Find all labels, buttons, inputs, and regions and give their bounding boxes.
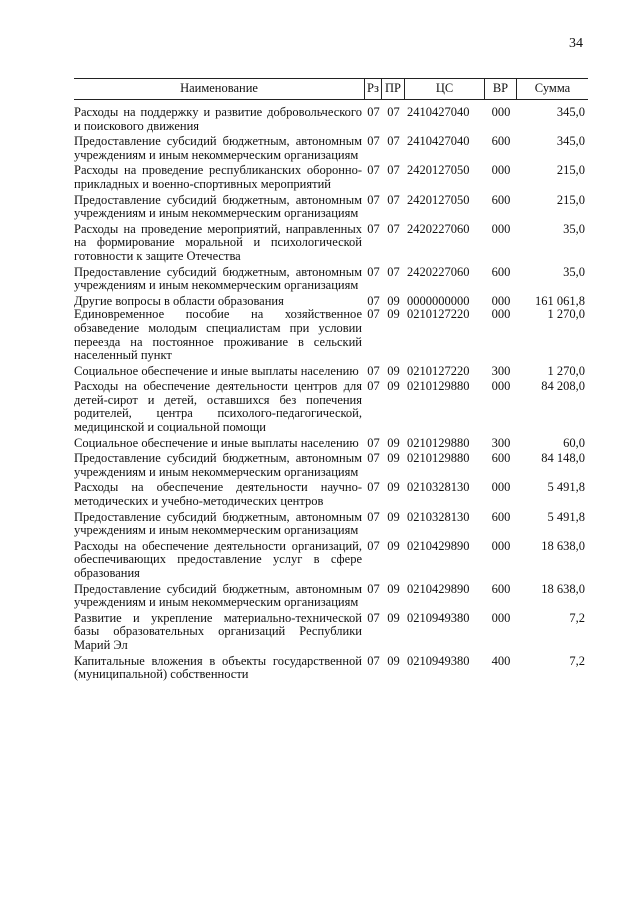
page-number: 34: [569, 36, 583, 51]
cell-cs: 0000000000: [407, 293, 470, 308]
cell-pr: 09: [387, 480, 400, 495]
header-vr: ВР: [485, 79, 517, 99]
header-sum: Сумма: [534, 81, 571, 95]
cell-name: Другие вопросы в области образования: [74, 293, 284, 308]
cell-name: Предоставление субсидий бюджетным, автономным учреждениям и иным некоммерческим организациям: [74, 264, 362, 293]
cell-name: Расходы на проведение республиканских оборонно-прикладных и военно-спортивных мероприятий: [74, 163, 362, 191]
cell-vr: 000: [491, 307, 511, 322]
cell-name: Предоставление субсидий бюджетным, автономным учреждениям и иным некоммерческим организациям: [74, 581, 362, 610]
header-name: Наименование: [74, 79, 365, 99]
cell-rz: 07: [367, 105, 380, 119]
cell-name: Предоставление субсидий бюджетным, автономным учреждениям и иным некоммерческим организациям: [74, 134, 362, 162]
cell-cs: 2420127050: [407, 163, 470, 178]
cell-rz: 07: [367, 379, 380, 394]
cell-pr: 09: [387, 538, 400, 553]
table-row: [74, 540, 588, 581]
cell-rz: 07: [367, 293, 380, 308]
table-row: [74, 612, 588, 653]
cell-name: Единовременное пособие на хозяйственное обзаведение молодым специалистам при условии переезда на постоянное проживание в сельский населенный пункт: [74, 307, 362, 363]
cell-pr: 07: [387, 192, 400, 207]
cell-sum: 18 638,0: [541, 581, 585, 596]
cell-rz: 07: [367, 538, 380, 553]
cell-sum: 215,0: [556, 192, 585, 207]
cell-vr: 600: [491, 134, 511, 149]
table-row: [74, 308, 588, 362]
cell-name: Расходы на проведение мероприятий, направленных на формирование моральной и психологической готовности к защите Отечества: [74, 221, 362, 263]
table-row: [74, 437, 588, 451]
table-row: [74, 295, 588, 309]
cell-sum: 5 491,8: [547, 509, 585, 524]
cell-vr: 600: [491, 264, 511, 279]
cell-name: Расходы на поддержку и развитие добровольческого и поискового движения: [74, 105, 362, 133]
cell-vr: 300: [491, 363, 511, 378]
cell-cs: 0210127220: [407, 307, 470, 322]
cell-pr: 07: [387, 264, 400, 279]
cell-sum: 161 061,8: [535, 293, 585, 308]
cell-cs: 2410427040: [407, 105, 470, 119]
cell-vr: 400: [491, 653, 511, 668]
cell-cs: 0210127220: [407, 363, 470, 378]
cell-rz: 07: [367, 221, 380, 236]
cell-vr: 000: [491, 163, 511, 178]
cell-pr: 09: [387, 363, 400, 378]
cell-sum: 84 208,0: [541, 379, 585, 394]
cell-vr: 600: [491, 509, 511, 524]
cell-cs: 0210949380: [407, 610, 470, 625]
cell-vr: 000: [491, 221, 511, 236]
cell-sum: 345,0: [556, 105, 585, 119]
cell-name: Расходы на обеспечение деятельности организаций, обеспечивающих предоставление услуг в сфере образования: [74, 538, 362, 580]
cell-pr: 09: [387, 379, 400, 394]
cell-cs: 0210129880: [407, 379, 470, 394]
cell-pr: 07: [387, 105, 400, 119]
table-row: [74, 583, 588, 610]
cell-vr: 600: [491, 192, 511, 207]
cell-pr: 09: [387, 293, 400, 308]
cell-vr: 000: [491, 293, 511, 308]
cell-rz: 07: [367, 363, 380, 378]
cell-sum: 345,0: [556, 134, 585, 149]
cell-rz: 07: [367, 509, 380, 524]
cell-sum: 1 270,0: [547, 363, 585, 378]
header-rz: Рз: [365, 79, 382, 99]
cell-rz: 07: [367, 581, 380, 596]
cell-name: Предоставление субсидий бюджетным, автономным учреждениям и иным некоммерческим организациям: [74, 509, 362, 538]
cell-cs: 2410427040: [407, 134, 470, 149]
cell-vr: 000: [491, 105, 511, 119]
cell-cs: 0210429890: [407, 581, 470, 596]
cell-pr: 09: [387, 307, 400, 322]
cell-pr: 09: [387, 581, 400, 596]
cell-rz: 07: [367, 435, 380, 450]
table-row: [74, 655, 588, 682]
cell-name: Социальное обеспечение и иные выплаты населению: [74, 363, 359, 378]
table-row: [74, 380, 588, 434]
cell-rz: 07: [367, 610, 380, 625]
cell-sum: 18 638,0: [541, 538, 585, 553]
table-row: [74, 106, 588, 133]
cell-sum: 7,2: [569, 610, 585, 625]
table-row: [74, 511, 588, 538]
cell-name: Социальное обеспечение и иные выплаты населению: [74, 435, 359, 450]
cell-cs: 0210129880: [407, 451, 470, 466]
cell-rz: 07: [367, 192, 380, 207]
cell-sum: 215,0: [556, 163, 585, 178]
cell-vr: 000: [491, 480, 511, 495]
cell-name: Развитие и укрепление материально-технической базы образовательных организаций Республики Марий Эл: [74, 610, 362, 652]
table-row: [74, 266, 588, 293]
cell-vr: 300: [491, 435, 511, 450]
table-row: [74, 194, 588, 221]
table-body: [74, 100, 588, 682]
cell-pr: 07: [387, 163, 400, 178]
cell-vr: 000: [491, 538, 511, 553]
budget-table: [74, 78, 588, 682]
table-row: [74, 164, 588, 191]
cell-rz: 07: [367, 264, 380, 279]
cell-sum: 5 491,8: [547, 480, 585, 495]
cell-cs: 0210429890: [407, 538, 470, 553]
cell-rz: 07: [367, 307, 380, 322]
cell-name: Расходы на обеспечение деятельности центров для детей-сирот и детей, оставшихся без попечения родителей, центра психолого-педагогической, медицинской и социальной помощи: [74, 379, 362, 435]
cell-name: Предоставление субсидий бюджетным, автономным учреждениям и иным некоммерческим организациям: [74, 192, 362, 221]
cell-cs: 2420227060: [407, 221, 470, 236]
table-row: [74, 452, 588, 479]
cell-sum: 7,2: [569, 653, 585, 668]
table-row: [74, 135, 588, 162]
cell-rz: 07: [367, 451, 380, 466]
cell-pr: 07: [387, 221, 400, 236]
cell-pr: 09: [387, 509, 400, 524]
table-row: [74, 365, 588, 379]
cell-sum: 1 270,0: [547, 307, 585, 322]
cell-name: Расходы на обеспечение деятельности научно-методических и учебно-методических центров: [74, 480, 362, 509]
cell-pr: 09: [387, 451, 400, 466]
cell-vr: 000: [491, 379, 511, 394]
cell-name: Предоставление субсидий бюджетным, автономным учреждениям и иным некоммерческим организациям: [74, 451, 362, 479]
cell-cs: 0210949380: [407, 653, 470, 668]
cell-rz: 07: [367, 480, 380, 495]
cell-pr: 07: [387, 134, 400, 149]
table-header: [74, 78, 588, 100]
cell-vr: 000: [491, 610, 511, 625]
cell-sum: 35,0: [563, 264, 585, 279]
cell-cs: 0210129880: [407, 435, 470, 450]
cell-rz: 07: [367, 163, 380, 178]
cell-sum: 35,0: [563, 221, 585, 236]
cell-cs: 2420227060: [407, 264, 470, 279]
table-row: [74, 223, 588, 264]
cell-pr: 09: [387, 610, 400, 625]
cell-sum: 60,0: [563, 435, 585, 450]
cell-cs: 0210328130: [407, 509, 470, 524]
cell-pr: 09: [387, 435, 400, 450]
cell-cs: 0210328130: [407, 480, 470, 495]
header-pr: ПР: [382, 79, 405, 99]
table-row: [74, 481, 588, 508]
header-cs: ЦС: [405, 79, 485, 99]
cell-vr: 600: [491, 581, 511, 596]
cell-vr: 600: [491, 451, 511, 466]
cell-cs: 2420127050: [407, 192, 470, 207]
cell-rz: 07: [367, 134, 380, 149]
cell-sum: 84 148,0: [541, 451, 585, 466]
cell-rz: 07: [367, 653, 380, 668]
cell-pr: 09: [387, 653, 400, 668]
cell-name: Капитальные вложения в объекты государственной (муниципальной) собственности: [74, 653, 362, 682]
